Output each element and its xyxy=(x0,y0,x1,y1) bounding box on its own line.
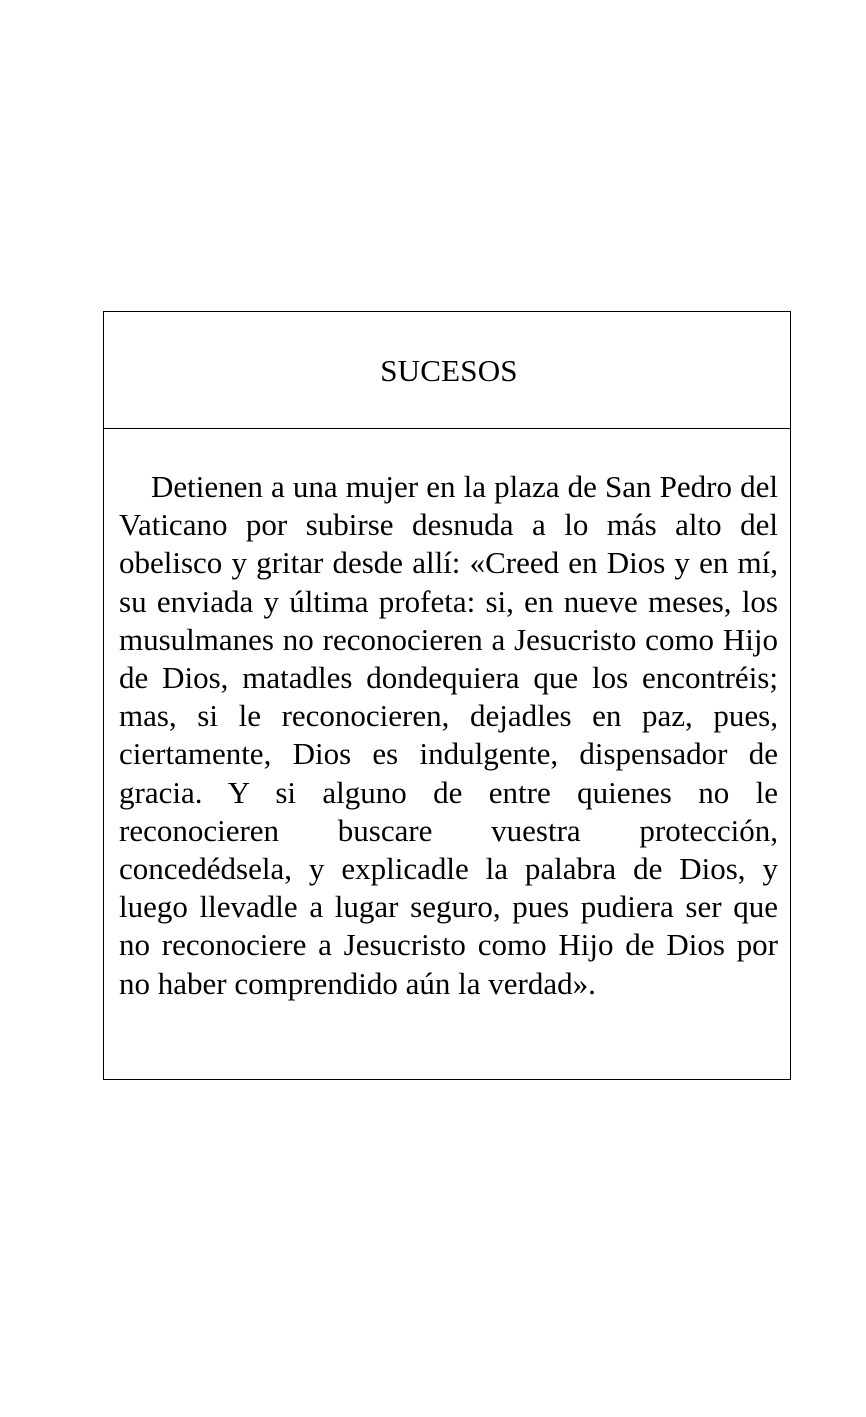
news-paragraph: Detienen a una mujer en la plaza de San Pedro del Vaticano por subirse desnuda a lo más alto del obelisco y gritar desde allí: «Creed en Dios y en mí, su enviada y última profeta: si, en nueve meses, los musulmanes no reconocieren a Jesucristo como Hijo de Dios, matadles dondequiera que los encontréis; mas, si le reconocieren, dejadles en paz, pues, ciertamente, Dios es indulgente, dispensador de gracia. Y si alguno de entre quienes no le reconocieren buscare vuestra protección, concedédsela, y explicadle la palabra de Dios, y luego llevadle a lugar seguro, pues pudiera ser que no reconociere a Jesucristo como Hijo de Dios por no haber comprendido aún la verdad». xyxy=(119,469,778,1001)
section-title: SUCESOS xyxy=(380,353,518,388)
news-box xyxy=(103,311,791,1080)
box-header xyxy=(104,312,790,429)
